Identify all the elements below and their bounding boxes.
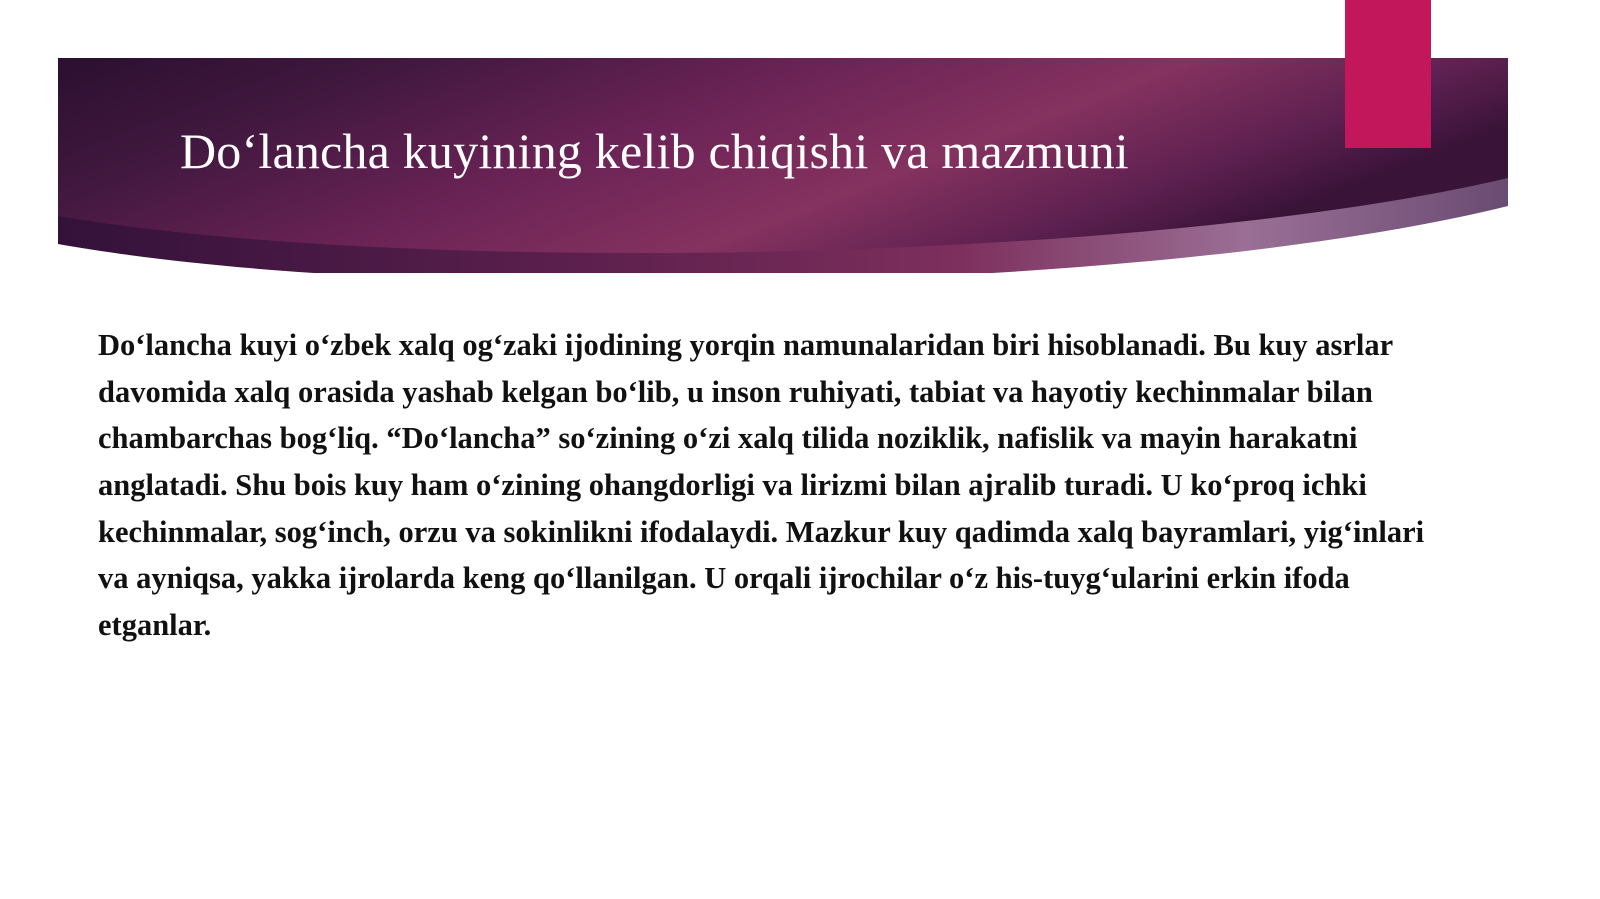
accent-rectangle <box>1345 0 1431 148</box>
body-container <box>98 322 1448 649</box>
title-banner <box>58 58 1508 273</box>
banner-shape <box>58 58 1508 273</box>
body-paragraph: Do‘lancha kuyi o‘zbek xalq og‘zaki ijodining yorqin namunalaridan biri hisoblanadi. Bu kuy asrlar davomida xalq orasida yashab kelgan bo‘lib, u inson ruhiyati, tabiat va hayotiy kechinmalar bilan chambarchas bog‘liq. “Do‘lancha” so‘zining o‘zi xalq tilida noziklik, nafislik va mayin harakatni anglatadi. Shu bois kuy ham o‘zining ohangdorligi va lirizmi bilan ajralib turadi. U ko‘proq ichki kechinmalar, sog‘inch, orzu va sokinlikni ifodalaydi. Mazkur kuy qadimda xalq bayramlari, yig‘inlari va ayniqsa, yakka ijrolarda keng qo‘llanilgan. U orqali ijrochilar o‘z his-tuyg‘ularini erkin ifoda etganlar. <box>98 328 1432 642</box>
page-title: Do‘lancha kuyining kelib chiqishi va mazmuni <box>180 122 1129 179</box>
